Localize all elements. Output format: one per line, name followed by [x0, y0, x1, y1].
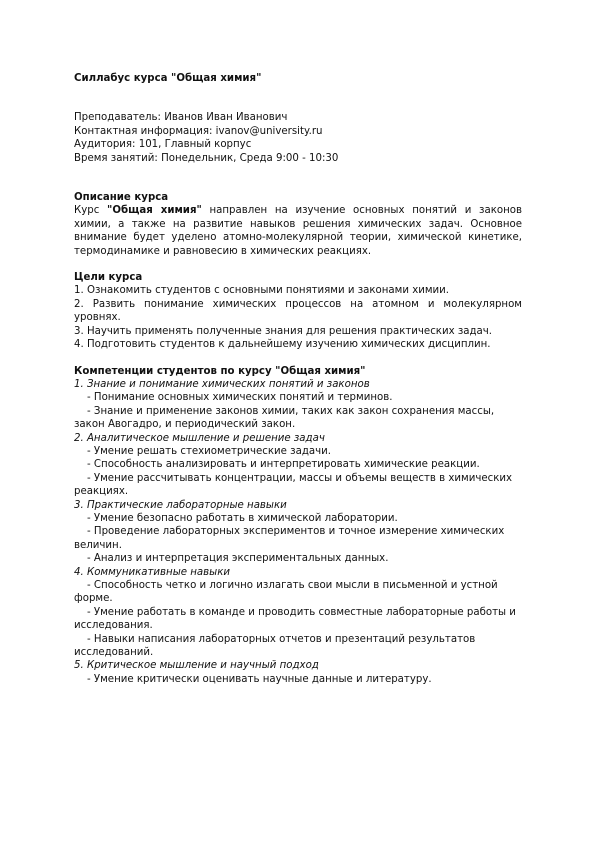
- instructor-line: Преподаватель: Иванов Иван Иванович: [74, 112, 288, 124]
- competency-title: 2. Аналитическое мышление и решение задач: [74, 432, 325, 444]
- competency-item: - Способность анализировать и интерпретировать химические реакции.: [87, 459, 480, 471]
- document-title: Силлабус курса "Общая химия": [74, 73, 262, 84]
- goal-item: 3. Научить применять полученные знания для решения практических задач.: [74, 325, 493, 337]
- goal-item: 4. Подготовить студентов к дальнейшему изучению химических дисциплин.: [74, 339, 491, 351]
- competency-title: 1. Знание и понимание химических понятий и законов: [74, 378, 370, 390]
- goal-item: 2. Развить понимание химических процессов на атомном и молекулярном уровнях.: [74, 298, 522, 324]
- description-text: направлен на изучение основных понятий и законов химии, а также на развитие навыков решения химических задач. Основное внимание будет уделено атомно-молекулярной теории, химической кинетике, термодинамике и равновесию в химических реакциях.: [74, 205, 522, 257]
- goal-item: 1. Ознакомить студентов с основными понятиями и законами химии.: [74, 285, 450, 297]
- room-line: Аудитория: 101, Главный корпус: [74, 139, 252, 151]
- document-page: [74, 72, 522, 686]
- competency-item: - Навыки написания лабораторных отчетов и презентаций результатов исследований.: [74, 633, 476, 659]
- goals-heading: Цели курса: [74, 272, 143, 284]
- competency-item: - Знание и применение законов химии, таких как закон сохранения массы, закон Авогадро, и периодический закон.: [74, 405, 495, 431]
- competency-item: - Умение безопасно работать в химической лаборатории.: [87, 512, 398, 524]
- competency-item: - Умение работать в команде и проводить совместные лабораторные работы и исследования.: [74, 606, 516, 632]
- description-paragraph: [74, 204, 522, 258]
- course-name: "Общая химия": [107, 205, 202, 217]
- description-prefix: Курс: [74, 205, 108, 217]
- competencies-heading: Компетенции студентов по курсу "Общая химия": [74, 365, 366, 377]
- contact-line: Контактная информация: ivanov@university.ru: [74, 125, 323, 137]
- competency-title: 3. Практические лабораторные навыки: [74, 499, 287, 511]
- competency-item: - Умение рассчитывать концентрации, массы и объемы веществ в химических реакциях.: [74, 472, 513, 498]
- competency-title: 5. Критическое мышление и научный подход: [74, 660, 319, 672]
- competency-item: - Проведение лабораторных экспериментов и точное измерение химических величин.: [74, 526, 505, 551]
- competency-item: - Способность четко и логично излагать свои мысли в письменной и устной форме.: [74, 580, 498, 605]
- competency-title: 4. Коммуникативные навыки: [74, 566, 230, 578]
- schedule-line: Время занятий: Понедельник, Среда 9:00 - 10:30: [74, 152, 339, 164]
- competency-item: - Анализ и интерпретация экспериментальных данных.: [87, 553, 389, 565]
- description-heading: Описание курса: [74, 192, 169, 204]
- competency-item: - Умение критически оценивать научные данные и литературу.: [87, 673, 432, 685]
- competency-item: - Понимание основных химических понятий и терминов.: [87, 392, 393, 404]
- competency-item: - Умение решать стехиометрические задачи.: [87, 445, 331, 457]
